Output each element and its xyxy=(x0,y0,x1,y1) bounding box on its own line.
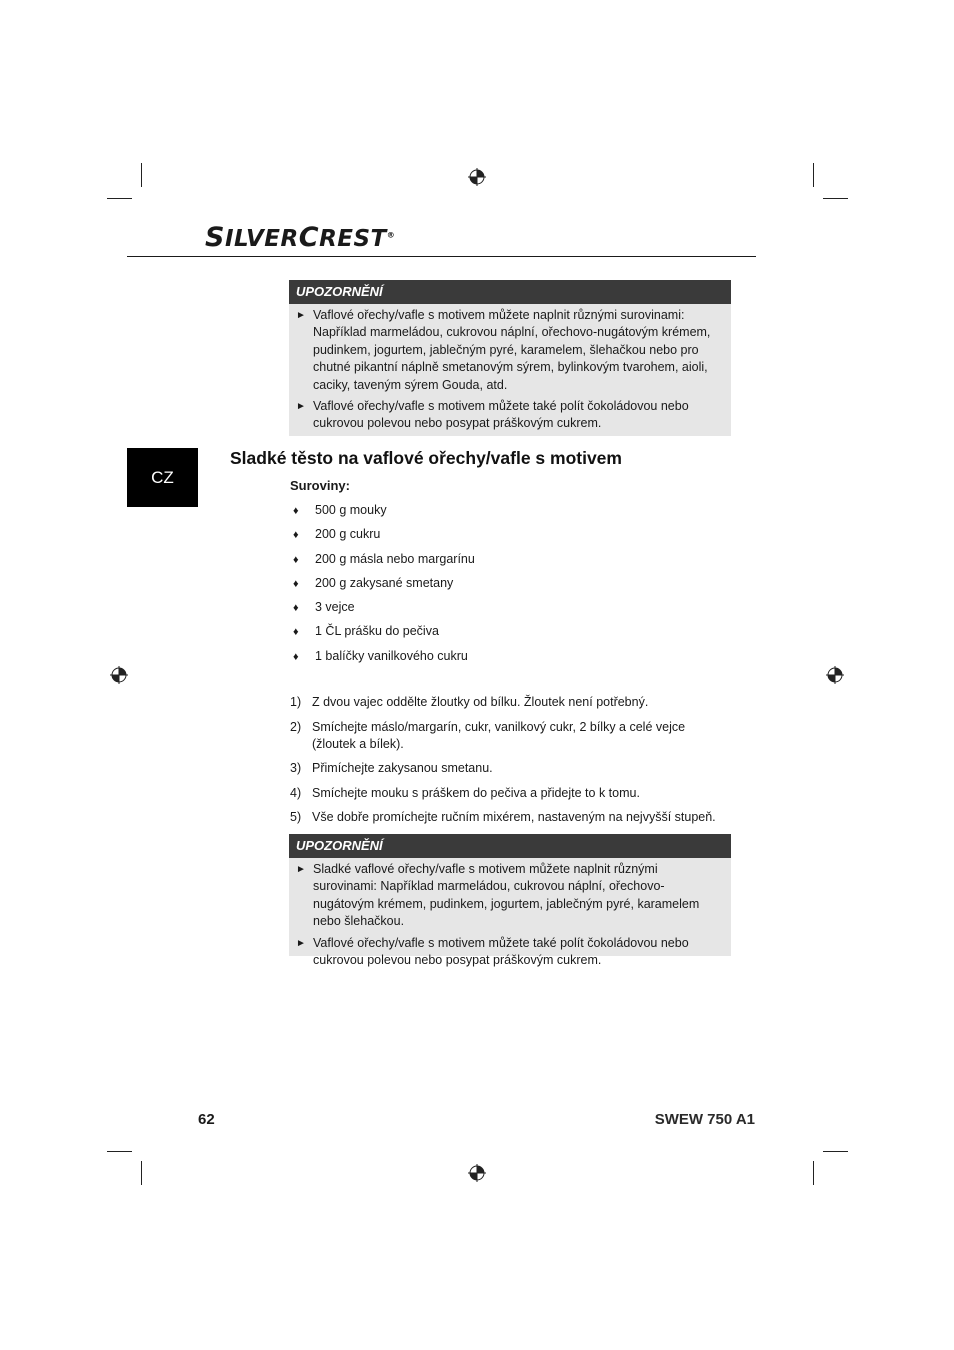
ingredients-label: Suroviny: xyxy=(290,478,350,493)
step-item: 5) Vše dobře promíchejte ručním mixérem, nastaveným na nejvyšší stupeň. xyxy=(290,810,716,824)
crop-mark xyxy=(823,1151,848,1152)
list-item: ♦ 3 vejce xyxy=(290,600,475,624)
brand-logo: SILVERCREST® xyxy=(205,222,396,253)
diamond-bullet-icon: ♦ xyxy=(293,602,299,615)
step-list xyxy=(290,694,730,834)
diamond-bullet-icon: ♦ xyxy=(293,553,299,566)
list-item: ♦ 1 balíčky vanilkového cukru xyxy=(290,649,475,673)
model-number: SWEW 750 A1 xyxy=(654,1111,755,1128)
page-number: 62 xyxy=(198,1111,215,1128)
header-rule xyxy=(127,256,756,257)
arrow-bullet-icon: ► xyxy=(296,401,306,413)
diamond-bullet-icon: ♦ xyxy=(293,529,299,542)
crop-mark xyxy=(107,198,132,199)
registration-mark-icon xyxy=(468,1164,486,1182)
list-item: ♦ 1 ČL prášku do pečiva xyxy=(290,624,475,648)
arrow-bullet-icon: ► xyxy=(296,310,306,321)
diamond-bullet-icon: ♦ xyxy=(293,650,299,663)
crop-mark xyxy=(141,1161,142,1185)
language-tab: CZ xyxy=(127,448,198,507)
notice-item: ► Sladké vaflové ořechy/vafle s motivem můžete naplnit různými surovinami: Například marmeládou, cukrovou náplní, ořechovo-nugátovým krémem, pudinkem, jogurtem, jablečným pyré, karamelem nebo šlehačkou. xyxy=(296,861,723,931)
crop-mark xyxy=(107,1151,132,1152)
notice-box xyxy=(289,834,731,968)
list-item: ♦ 200 g zakysané smetany xyxy=(290,576,475,600)
notice-item: ► Vaflové ořechy/vafle s motivem můžete naplnit různými surovinami: Například marmeládou, cukrovou náplní, ořechovo-nugátovým krémem, pudinkem, jogurtem, jablečným pyré, karamelem, šlehačkou nebo pro chutné pikantní náplně smetanovým sýrem, bylinkovým tvarohem, aioli, caciky, taveným sýrem Gouda, atd. xyxy=(296,307,723,394)
notice-title: UPOZORNĚNÍ xyxy=(289,280,731,304)
arrow-bullet-icon: ► xyxy=(296,937,306,949)
step-item: 2) Smíchejte máslo/margarín, cukr, vanilkový cukr, 2 bílky a celé vejce (žloutek a bílek). xyxy=(290,719,686,751)
step-item: 4) Smíchejte mouku s práškem do pečiva a přidejte to k tomu. xyxy=(290,785,640,800)
section-title: Sladké těsto na vaflové ořechy/vafle s motivem xyxy=(230,448,622,468)
arrow-bullet-icon: ► xyxy=(296,864,306,875)
step-item: 3) Přimíchejte zakysanou smetanu. xyxy=(290,761,493,775)
registration-mark-icon xyxy=(468,168,486,186)
crop-mark xyxy=(823,198,848,199)
notice-item: ► Vaflové ořechy/vafle s motivem můžete také polít čokoládovou nebo cukrovou polevou nebo posypat práškovým cukrem. xyxy=(296,935,723,970)
list-item: ♦ 500 g mouky xyxy=(290,503,475,527)
list-item: ♦ 200 g másla nebo margarínu xyxy=(290,552,475,576)
diamond-bullet-icon: ♦ xyxy=(293,577,299,590)
registration-mark-icon xyxy=(110,666,128,684)
crop-mark xyxy=(141,163,142,187)
ingredient-list xyxy=(290,503,475,673)
list-item: ♦ 200 g cukru xyxy=(290,527,475,551)
crop-mark xyxy=(813,163,814,187)
diamond-bullet-icon: ♦ xyxy=(293,626,299,639)
notice-title: UPOZORNĚNÍ xyxy=(289,834,731,858)
diamond-bullet-icon: ♦ xyxy=(293,505,299,517)
registration-mark-icon xyxy=(826,666,844,684)
notice-box xyxy=(289,280,731,436)
notice-item: ► Vaflové ořechy/vafle s motivem můžete také polít čokoládovou nebo cukrovou polevou nebo posypat práškovým cukrem. xyxy=(296,398,723,433)
step-item: 1) Z dvou vajec oddělte žloutky od bílku. Žloutek není potřebný. xyxy=(290,695,649,709)
crop-mark xyxy=(813,1161,814,1185)
